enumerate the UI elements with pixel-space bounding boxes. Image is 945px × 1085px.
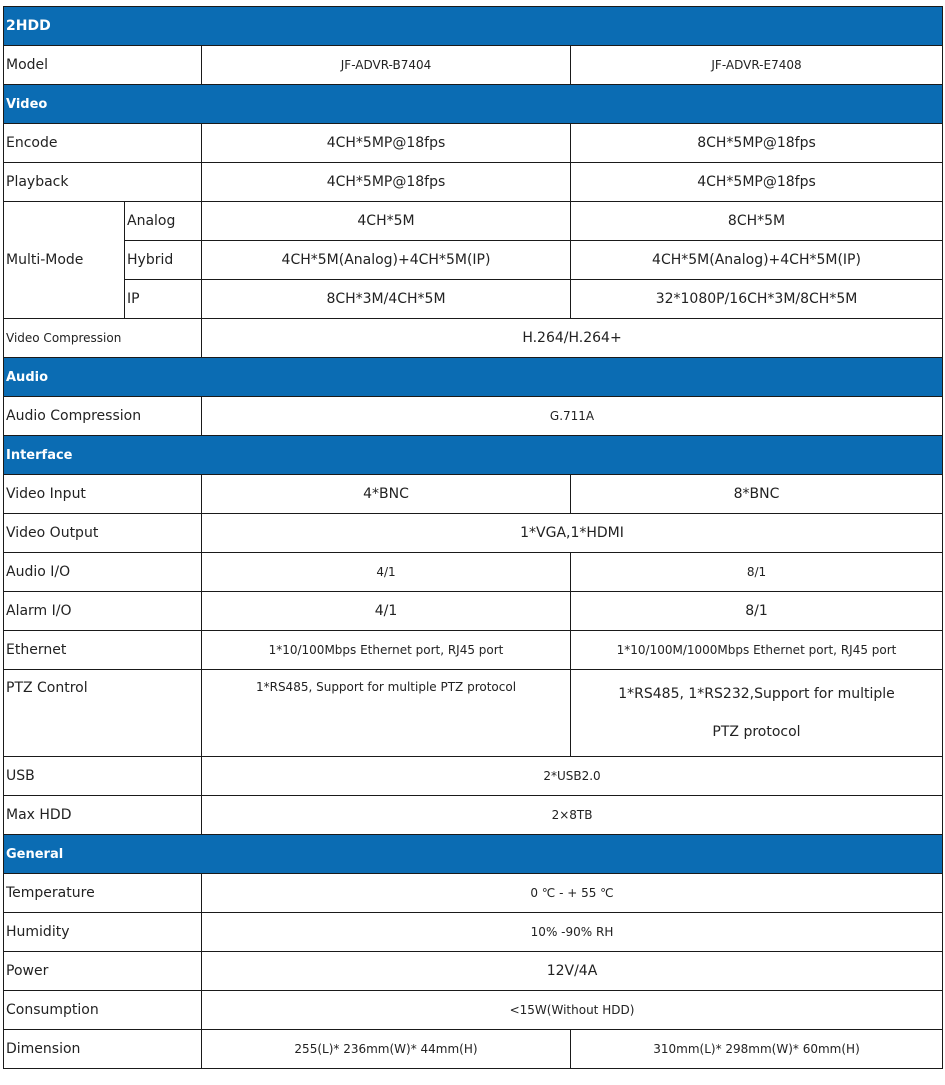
row-label: Audio Compression (4, 397, 202, 436)
sub-label: IP (125, 280, 202, 319)
video-input-b: 8*BNC (571, 475, 943, 514)
ptz-b (571, 670, 943, 757)
section-title: Interface (4, 436, 943, 475)
row-label: Ethernet (4, 631, 202, 670)
row-label: USB (4, 757, 202, 796)
table-title: 2HDD (4, 7, 943, 46)
audio-compression-value: G.711A (202, 397, 943, 436)
video-compression-value: H.264/H.264+ (202, 319, 943, 358)
row-multimode-ip (4, 280, 943, 319)
section-header-video (4, 85, 943, 124)
power-value: 12V/4A (202, 952, 943, 991)
dimension-a: 255(L)* 236mm(W)* 44mm(H) (202, 1030, 571, 1069)
row-encode (4, 124, 943, 163)
row-model (4, 46, 943, 85)
ethernet-a: 1*10/100Mbps Ethernet port, RJ45 port (202, 631, 571, 670)
ptz-a: 1*RS485, Support for multiple PTZ protocol (202, 670, 571, 757)
video-input-a: 4*BNC (202, 475, 571, 514)
row-multimode-analog (4, 202, 943, 241)
row-label: Power (4, 952, 202, 991)
section-header-2hdd (4, 7, 943, 46)
row-audio-compression (4, 397, 943, 436)
playback-b: 4CH*5MP@18fps (571, 163, 943, 202)
sub-label: Hybrid (125, 241, 202, 280)
ip-a: 8CH*3M/4CH*5M (202, 280, 571, 319)
model-b: JF-ADVR-E7408 (571, 46, 943, 85)
max-hdd-value: 2×8TB (202, 796, 943, 835)
spec-table (3, 6, 943, 1069)
video-output-value: 1*VGA,1*HDMI (202, 514, 943, 553)
row-humidity (4, 913, 943, 952)
dimension-b: 310mm(L)* 298mm(W)* 60mm(H) (571, 1030, 943, 1069)
row-label: PTZ Control (4, 670, 202, 757)
audio-io-a: 4/1 (202, 553, 571, 592)
row-label: Video Output (4, 514, 202, 553)
row-label: Temperature (4, 874, 202, 913)
section-title: Audio (4, 358, 943, 397)
section-title: General (4, 835, 943, 874)
row-label: Model (4, 46, 202, 85)
row-video-input (4, 475, 943, 514)
section-header-interface (4, 436, 943, 475)
row-alarm-io (4, 592, 943, 631)
row-label: Playback (4, 163, 202, 202)
row-dimension (4, 1030, 943, 1069)
model-a: JF-ADVR-B7404 (202, 46, 571, 85)
row-max-hdd (4, 796, 943, 835)
row-label: Consumption (4, 991, 202, 1030)
row-temperature (4, 874, 943, 913)
analog-a: 4CH*5M (202, 202, 571, 241)
row-video-compression (4, 319, 943, 358)
row-audio-io (4, 553, 943, 592)
consumption-value: <15W(Without HDD) (202, 991, 943, 1030)
ptz-b-line1: 1*RS485, 1*RS232,Support for multiple (618, 686, 895, 702)
ptz-b-line2: PTZ protocol (712, 724, 801, 740)
row-label: Multi-Mode (4, 202, 125, 319)
row-ethernet (4, 631, 943, 670)
section-header-audio (4, 358, 943, 397)
encode-b: 8CH*5MP@18fps (571, 124, 943, 163)
sub-label: Analog (125, 202, 202, 241)
hybrid-a: 4CH*5M(Analog)+4CH*5M(IP) (202, 241, 571, 280)
row-ptz (4, 670, 943, 757)
alarm-io-a: 4/1 (202, 592, 571, 631)
usb-value: 2*USB2.0 (202, 757, 943, 796)
ethernet-b: 1*10/100M/1000Mbps Ethernet port, RJ45 port (571, 631, 943, 670)
row-label: Video Compression (4, 319, 202, 358)
section-header-general (4, 835, 943, 874)
row-multimode-hybrid (4, 241, 943, 280)
hybrid-b: 4CH*5M(Analog)+4CH*5M(IP) (571, 241, 943, 280)
row-label: Encode (4, 124, 202, 163)
row-power (4, 952, 943, 991)
encode-a: 4CH*5MP@18fps (202, 124, 571, 163)
row-label: Video Input (4, 475, 202, 514)
row-label: Humidity (4, 913, 202, 952)
row-label: Dimension (4, 1030, 202, 1069)
ip-b: 32*1080P/16CH*3M/8CH*5M (571, 280, 943, 319)
row-usb (4, 757, 943, 796)
row-video-output (4, 514, 943, 553)
section-title: Video (4, 85, 943, 124)
row-playback (4, 163, 943, 202)
audio-io-b: 8/1 (571, 553, 943, 592)
temperature-value: 0 ℃ - + 55 ℃ (202, 874, 943, 913)
humidity-value: 10% -90% RH (202, 913, 943, 952)
row-consumption (4, 991, 943, 1030)
alarm-io-b: 8/1 (571, 592, 943, 631)
row-label: Alarm I/O (4, 592, 202, 631)
row-label: Max HDD (4, 796, 202, 835)
analog-b: 8CH*5M (571, 202, 943, 241)
row-label: Audio I/O (4, 553, 202, 592)
playback-a: 4CH*5MP@18fps (202, 163, 571, 202)
